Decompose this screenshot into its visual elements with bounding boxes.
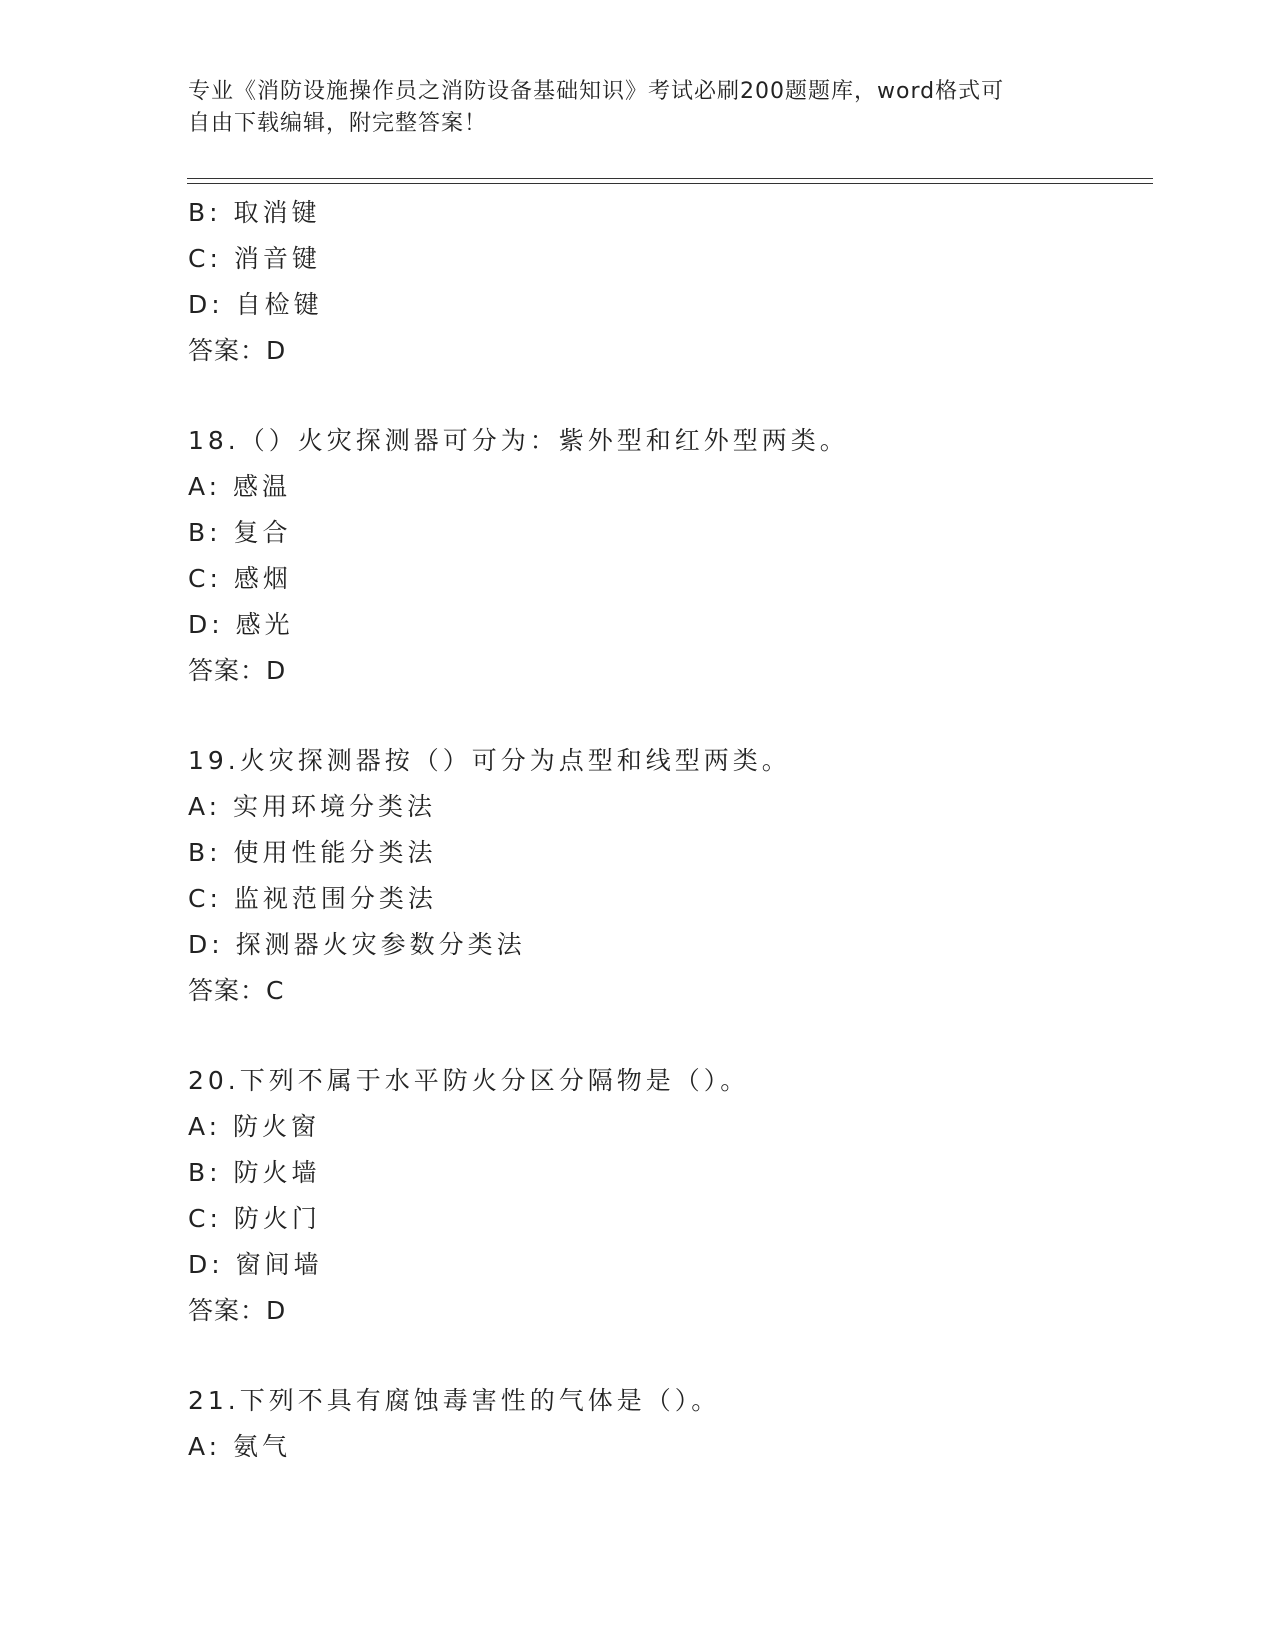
question-stem: 18.（）火灾探测器可分为：紫外型和红外型两类。 xyxy=(188,426,849,455)
option-c: C: 防火门 xyxy=(188,1204,321,1233)
question-stem: 21.下列不具有腐蚀毒害性的气体是（）。 xyxy=(188,1386,721,1415)
option-b: B: 复合 xyxy=(188,518,292,547)
question-19 xyxy=(188,738,1148,1014)
question-21 xyxy=(188,1378,1148,1470)
option-d: D: 窗间墙 xyxy=(188,1250,323,1279)
question-stem: 20.下列不属于水平防火分区分隔物是（）。 xyxy=(188,1066,750,1095)
question-20 xyxy=(188,1058,1148,1334)
option-b: B: 使用性能分类法 xyxy=(188,838,437,867)
question-stem: 19.火灾探测器按（）可分为点型和线型两类。 xyxy=(188,746,791,775)
document-header xyxy=(188,76,1068,140)
header-divider-top xyxy=(187,178,1153,179)
answer: 答案：D xyxy=(188,656,287,685)
option-a: A: 感温 xyxy=(188,472,292,501)
option-c: C: 感烟 xyxy=(188,564,292,593)
option-d: D: 感光 xyxy=(188,610,294,639)
option-b: B: 取消键 xyxy=(188,198,321,227)
option-c: C: 监视范围分类法 xyxy=(188,884,437,913)
option-c: C: 消音键 xyxy=(188,244,321,273)
header-divider-bottom xyxy=(187,183,1153,184)
option-a: A: 防火窗 xyxy=(188,1112,321,1141)
option-b: B: 防火墙 xyxy=(188,1158,321,1187)
header-line-1: 专业《消防设施操作员之消防设备基础知识》考试必刷200题题库，word格式可 xyxy=(188,79,1005,104)
header-line-2: 自由下载编辑，附完整答案！ xyxy=(188,111,488,136)
answer: 答案：D xyxy=(188,1296,287,1325)
question-18 xyxy=(188,418,1148,694)
question-list xyxy=(188,190,1148,1470)
answer: 答案：C xyxy=(188,976,285,1005)
question-17-continued xyxy=(188,190,1148,374)
option-a: A: 实用环境分类法 xyxy=(188,792,437,821)
answer: 答案：D xyxy=(188,336,287,365)
option-d: D: 自检键 xyxy=(188,290,323,319)
option-a: A: 氨气 xyxy=(188,1432,292,1461)
option-d: D: 探测器火灾参数分类法 xyxy=(188,930,526,959)
